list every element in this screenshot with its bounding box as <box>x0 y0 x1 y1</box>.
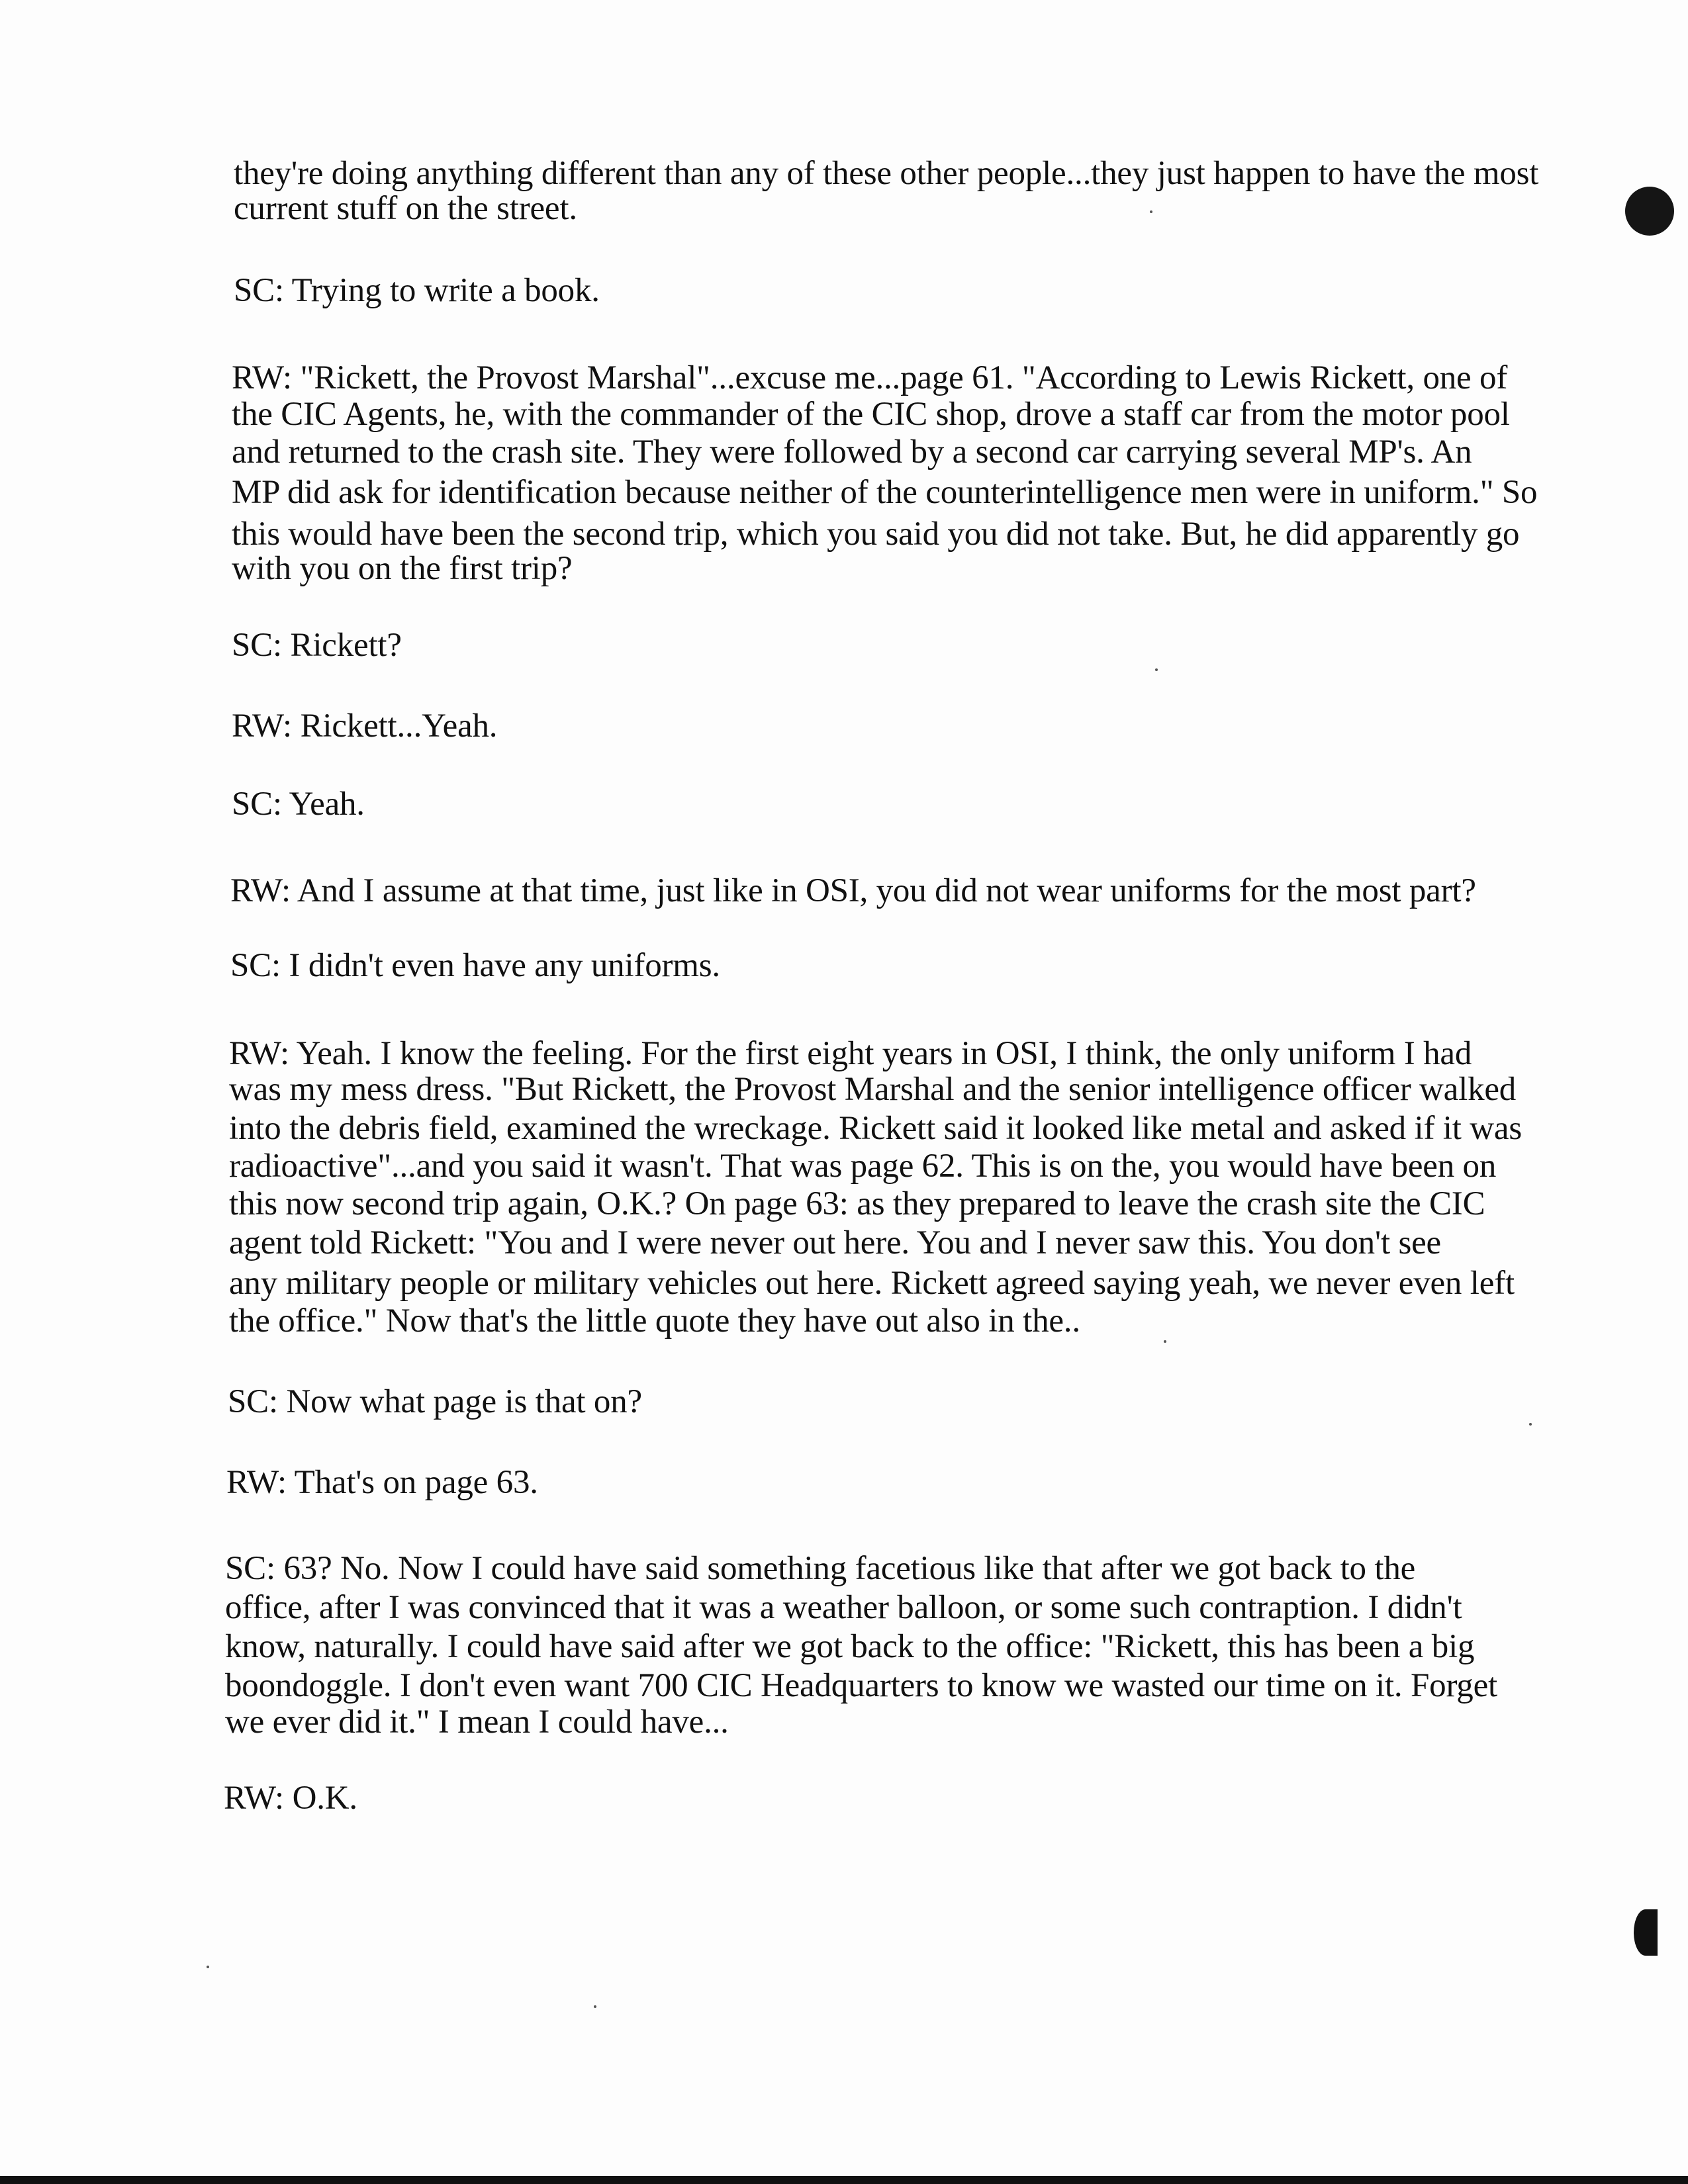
transcript-line: MP did ask for identification because neither of the counterintelligence men were in uniform." So <box>232 474 1538 511</box>
transcript-line: agent told Rickett: "You and I were never out here. You and I never saw this. You don't see <box>229 1224 1441 1261</box>
transcript-line: and returned to the crash site. They were followed by a second car carrying several MP's. An <box>232 433 1472 471</box>
transcript-line: SC: Trying to write a book. <box>234 272 600 309</box>
transcript-line: the office." Now that's the little quote they have out also in the.. <box>229 1302 1080 1340</box>
transcript-line: SC: Now what page is that on? <box>228 1383 642 1420</box>
transcript-line: any military people or military vehicles out here. Rickett agreed saying yeah, we never even left <box>229 1265 1515 1302</box>
transcript-line: was my mess dress. "But Rickett, the Provost Marshal and the senior intelligence officer walked <box>229 1071 1517 1108</box>
transcript-line: current stuff on the street. <box>234 190 577 227</box>
scan-hole-punch-mark <box>1625 187 1674 236</box>
transcript-line: they're doing anything different than any of these other people...they just happen to have the most <box>234 155 1539 192</box>
transcript-line: know, naturally. I could have said after we got back to the office: "Rickett, this has been a big <box>225 1628 1475 1665</box>
transcript-line: SC: Yeah. <box>232 786 365 823</box>
transcript-line: office, after I was convinced that it was a weather balloon, or some such contraption. I didn't <box>225 1589 1462 1626</box>
transcript-line: RW: "Rickett, the Provost Marshal"...excuse me...page 61. "According to Lewis Rickett, one of <box>232 359 1508 396</box>
transcript-line: RW: O.K. <box>224 1780 357 1817</box>
transcript-line: RW: That's on page 63. <box>226 1464 538 1501</box>
page-bottom-border <box>0 2176 1688 2184</box>
transcript-line: SC: 63? No. Now I could have said something facetious like that after we got back to the <box>225 1550 1416 1587</box>
transcript-line: we ever did it." I mean I could have... <box>225 1704 729 1741</box>
scan-speck <box>1155 668 1158 671</box>
transcript-line: RW: And I assume at that time, just like in OSI, you did not wear uniforms for the most part? <box>230 872 1476 909</box>
transcript-line: radioactive"...and you said it wasn't. That was page 62. This is on the, you would have been on <box>229 1148 1497 1185</box>
scan-speck <box>1529 1423 1532 1426</box>
transcript-line: this would have been the second trip, which you said you did not take. But, he did apparently go <box>232 516 1520 553</box>
transcript-line: SC: I didn't even have any uniforms. <box>230 947 720 984</box>
transcript-line: into the debris field, examined the wreckage. Rickett said it looked like metal and asked if it was <box>229 1110 1523 1147</box>
scan-speck <box>594 2005 596 2008</box>
transcript-line: the CIC Agents, he, with the commander of the CIC shop, drove a staff car from the motor pool <box>232 396 1510 433</box>
scan-binding-mark <box>1634 1909 1658 1956</box>
transcript-line: SC: Rickett? <box>232 627 402 664</box>
transcript-line: this now second trip again, O.K.? On page 63: as they prepared to leave the crash site the CIC <box>229 1185 1485 1222</box>
scan-speck <box>207 1966 209 1968</box>
scan-speck <box>1150 210 1152 213</box>
transcript-line: RW: Rickett...Yeah. <box>232 707 498 745</box>
transcript-line: boondoggle. I don't even want 700 CIC Headquarters to know we wasted our time on it. Forget <box>225 1667 1498 1704</box>
transcript-line: RW: Yeah. I know the feeling. For the first eight years in OSI, I think, the only uniform I had <box>229 1035 1472 1072</box>
transcript-line: with you on the first trip? <box>232 550 573 587</box>
scan-speck <box>1164 1340 1166 1343</box>
